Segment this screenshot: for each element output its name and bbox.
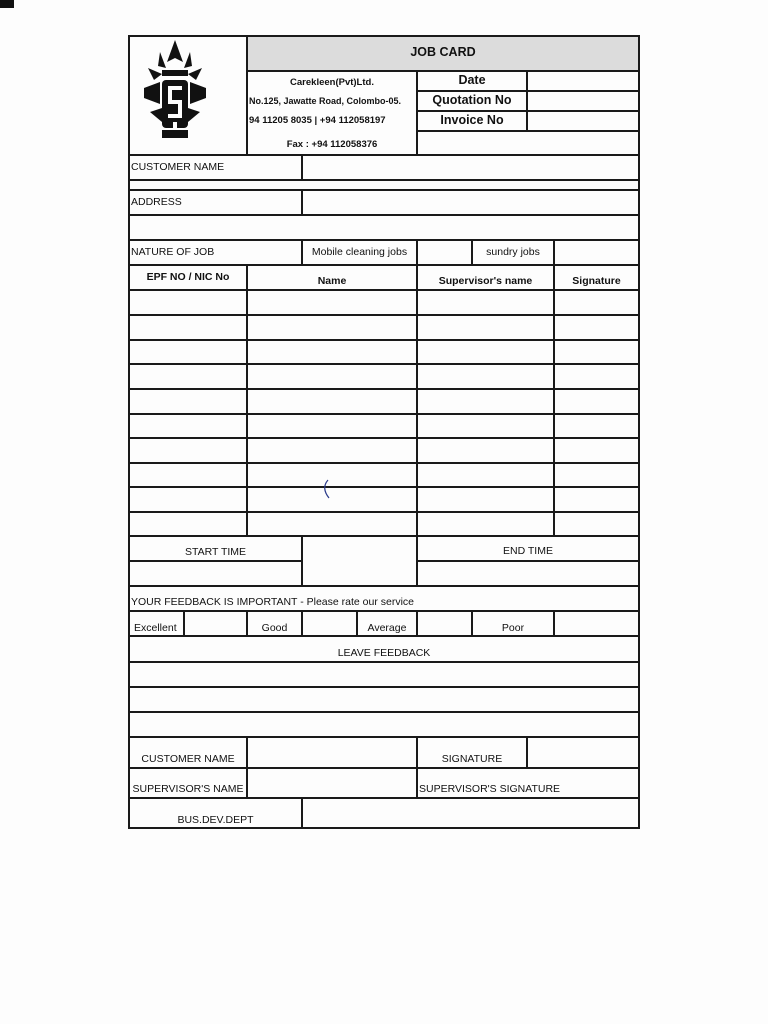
rating-poor: Poor — [501, 622, 525, 634]
table-rule — [418, 130, 640, 132]
table-rule — [301, 797, 303, 827]
pen-mark — [320, 478, 332, 500]
table-rule — [128, 413, 640, 415]
company-phone: 94 11205 8035 | +94 112058197 — [249, 115, 386, 126]
table-rule — [526, 736, 528, 767]
table-rule — [128, 437, 640, 439]
form-title: JOB CARD — [410, 45, 476, 59]
table-rule — [128, 560, 302, 562]
col-epf-nic: EPF NO / NIC No — [146, 271, 230, 283]
table-rule — [183, 610, 185, 635]
table-rule — [128, 35, 130, 829]
table-rule — [416, 736, 418, 797]
table-rule — [128, 827, 640, 829]
nature-of-job-label: NATURE OF JOB — [131, 246, 215, 258]
col-name: Name — [317, 275, 347, 287]
col-supervisor-name: Supervisor's name — [438, 275, 533, 287]
table-rule — [128, 797, 640, 799]
table-rule — [416, 264, 418, 535]
mobile-cleaning-label: Mobile cleaning jobs — [311, 246, 408, 258]
leave-feedback-label: LEAVE FEEDBACK — [337, 647, 431, 659]
table-rule — [246, 736, 248, 797]
table-rule — [128, 462, 640, 464]
table-rule — [418, 90, 640, 92]
address-label: ADDRESS — [131, 196, 182, 208]
rating-average: Average — [367, 622, 407, 634]
table-rule — [128, 486, 640, 488]
table-rule — [248, 70, 640, 72]
table-rule — [553, 610, 555, 635]
table-rule — [128, 585, 640, 587]
end-time-label: END TIME — [503, 545, 553, 557]
table-rule — [128, 610, 640, 612]
table-rule — [128, 35, 640, 37]
signoff-signature-label: SIGNATURE — [441, 753, 503, 765]
table-rule — [553, 239, 555, 264]
company-address: No.125, Jawatte Road, Colombo-05. — [249, 96, 402, 106]
table-rule — [128, 154, 640, 156]
table-rule — [128, 767, 640, 769]
table-rule — [128, 363, 640, 365]
company-fax: Fax : +94 112058376 — [286, 139, 378, 150]
table-rule — [128, 535, 640, 537]
rating-good: Good — [261, 622, 288, 634]
table-rule — [128, 711, 640, 713]
table-rule — [128, 264, 640, 266]
table-rule — [416, 239, 418, 264]
table-rule — [128, 179, 640, 181]
table-rule — [553, 264, 555, 535]
start-time-label: START TIME — [184, 546, 247, 558]
supervisor-signature-label: SUPERVISOR'S SIGNATURE — [419, 783, 561, 795]
table-rule — [416, 610, 418, 635]
feedback-prompt: YOUR FEEDBACK IS IMPORTANT - Please rate our service — [131, 596, 414, 608]
table-rule — [246, 264, 248, 535]
table-rule — [301, 154, 303, 179]
table-rule — [128, 388, 640, 390]
table-rule — [128, 189, 640, 191]
table-rule — [301, 610, 303, 635]
signoff-customer-name-label: CUSTOMER NAME — [141, 753, 235, 765]
bus-dev-dept-label: BUS.DEV.DEPT — [177, 814, 254, 826]
table-rule — [128, 339, 640, 341]
table-rule — [128, 314, 640, 316]
customer-name-label: CUSTOMER NAME — [131, 161, 225, 173]
table-rule — [301, 535, 303, 585]
table-rule — [128, 635, 640, 637]
table-rule — [128, 736, 640, 738]
company-logo — [140, 38, 210, 142]
date-label: Date — [458, 73, 486, 87]
table-rule — [128, 686, 640, 688]
table-rule — [128, 661, 640, 663]
rating-excellent: Excellent — [134, 622, 177, 634]
table-rule — [128, 239, 640, 241]
table-rule — [301, 189, 303, 214]
table-rule — [638, 35, 640, 829]
table-rule — [128, 511, 640, 513]
quotation-label: Quotation No — [432, 93, 512, 107]
table-rule — [418, 560, 640, 562]
invoice-label: Invoice No — [440, 113, 504, 127]
table-rule — [128, 289, 640, 291]
table-rule — [416, 535, 418, 585]
table-rule — [526, 70, 528, 130]
table-rule — [418, 110, 640, 112]
supervisor-name-label: SUPERVISOR'S NAME — [132, 783, 244, 795]
table-rule — [128, 214, 640, 216]
col-signature: Signature — [572, 275, 621, 287]
company-name: Carekleen(Pvt)Ltd. — [290, 77, 374, 88]
sundry-jobs-label: sundry jobs — [486, 246, 540, 258]
